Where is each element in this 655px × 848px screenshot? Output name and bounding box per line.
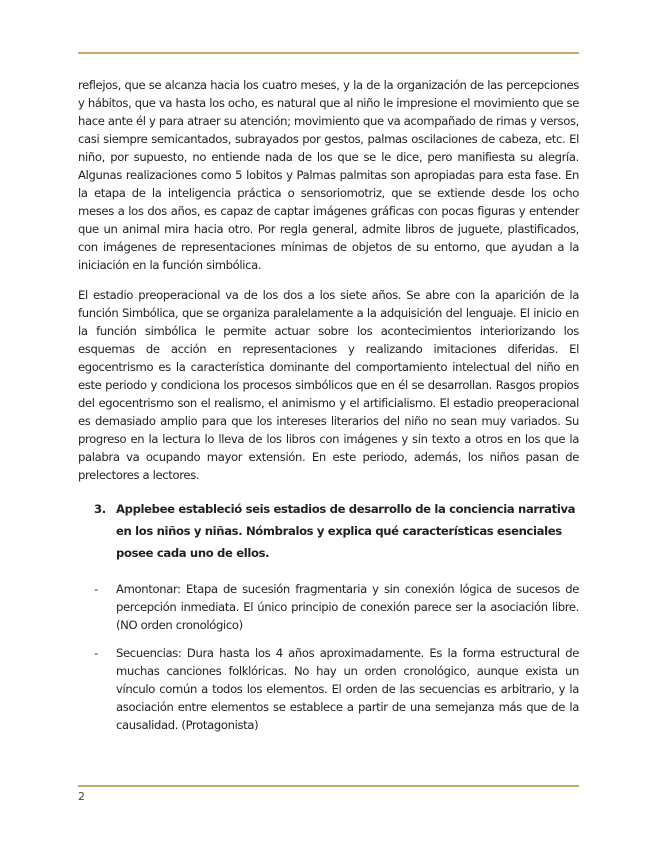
bullet-dash: - bbox=[94, 582, 98, 596]
list-item-text: Amontonar: Etapa de sucesión fragmentaria y sin conexión lógica de sucesos de percepción inmediata. El único principio de conexión parece ser la asociación libre. (NO orden cronológico) bbox=[116, 582, 579, 632]
list-item-secuencias bbox=[78, 644, 579, 734]
question-text: Applebee estableció seis estadios de desarrollo de la conciencia narrativa en los niños y niñas. Nómbralos y explica qué características esenciales posee cada uno de ellos. bbox=[116, 502, 576, 560]
document-body bbox=[78, 76, 579, 744]
header-rule bbox=[78, 52, 579, 54]
paragraph-preoperacional: El estadio preoperacional va de los dos a los siete años. Se abre con la aparición de la función Simbólica, que se organiza paralelamente a la adquisición del lenguaje. El inicio en la función simbólica le permite actuar sobre los acontecimientos interiorizando los esquemas de acción en representaciones y realizando imitaciones diferidas. El egocentrismo es la característica dominante del comportamiento intelectual del niño en este periodo y condiciona los procesos simbólicos que en él se desarrollan. Rasgos propios del egocentrismo son el realismo, el animismo y el artificialismo. El estadio preoperacional es demasiado amplio para que los intereses literarios del niño no sean muy variados. Su progreso en la lectura lo lleva de los libros con imágenes y sin texto a otros en los que la palabra va ocupando mayor extensión. En este periodo, además, los niños pasan de prelectores a lectores. bbox=[78, 288, 579, 482]
question-3 bbox=[78, 498, 579, 564]
paragraph-reflejos: reflejos, que se alcanza hacia los cuatro meses, y la de la organización de las percepciones y hábitos, que va hasta los ocho, es natural que al niño le impresione el movimiento que se hace ante él y para atraer su atención; movimiento que va acompañado de rimas y versos, casi siempre semicantados, subrayados por gestos, palmas oscilaciones de cabeza, etc. El niño, por supuesto, no entiende nada de los que se le dice, pero manifiesta su alegría. Algunas realizaciones como 5 lobitos y Palmas palmitas son apropiadas para esta fase. En la etapa de la inteligencia práctica o sensoriomotriz, que se extiende desde los ocho meses a los dos años, es capaz de captar imágenes gráficas con pocas figuras y entender que un animal mira hacia otro. Por regla general, admite libros de juguete, plastificados, con imágenes de representaciones mínimas de objetos de su entorno, que ayudan a la iniciación en la función simbólica. bbox=[78, 78, 579, 272]
bullet-dash: - bbox=[94, 646, 98, 660]
list-item-amontonar bbox=[78, 580, 579, 634]
page-number: 2 bbox=[78, 790, 85, 803]
footer-rule bbox=[78, 785, 579, 787]
list-item-text: Secuencias: Dura hasta los 4 años aproximadamente. Es la forma estructural de muchas canciones folklóricas. No hay un orden cronológico, aunque exista un vínculo común a todos los elementos. El orden de las secuencias es arbitrario, y la asociación entre elementos se establece a partir de una semejanza más que de la causalidad. (Protagonista) bbox=[116, 646, 579, 732]
question-number: 3. bbox=[94, 502, 106, 516]
